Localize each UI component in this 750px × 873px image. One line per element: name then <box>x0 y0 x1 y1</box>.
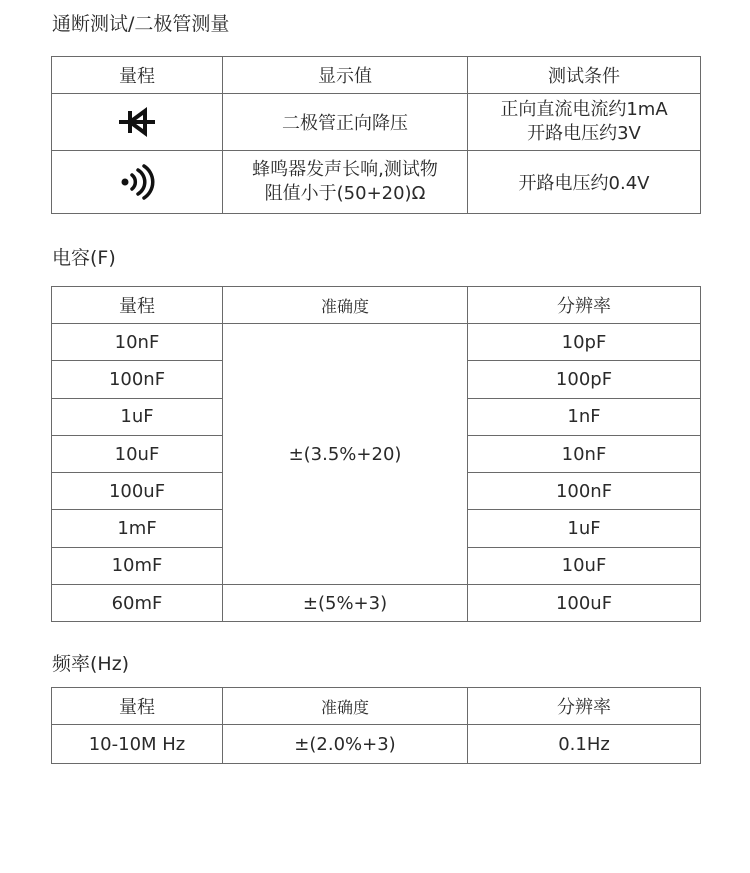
section-title-continuity: 通断测试/二极管测量 <box>52 13 230 35</box>
accuracy-cell: ±(5%+3) <box>223 585 468 622</box>
continuity-diode-table <box>51 56 701 214</box>
resolution-cell: 100uF <box>468 585 701 622</box>
display-line: 蜂鸣器发声长响,测试物 <box>252 159 438 180</box>
table-row <box>52 94 701 151</box>
table-row <box>52 324 701 361</box>
header-accuracy: 准确度 <box>223 688 468 725</box>
resolution-cell: 100pF <box>468 361 701 398</box>
accuracy-cell: ±(3.5%+20) <box>223 324 468 585</box>
header-accuracy: 准确度 <box>223 287 468 324</box>
header-resolution: 分辨率 <box>468 688 701 725</box>
diode-icon <box>117 105 157 139</box>
buzzer-sound-icon <box>117 163 157 201</box>
resolution-cell: 100nF <box>468 473 701 510</box>
resolution-cell: 10pF <box>468 324 701 361</box>
range-cell: 100nF <box>52 361 223 398</box>
range-cell: 10mF <box>52 547 223 584</box>
header-range: 量程 <box>52 57 223 94</box>
table-header-row <box>52 57 701 94</box>
display-line: 阻值小于(50+20)Ω <box>264 183 426 204</box>
section-title-frequency: 频率(Hz) <box>52 653 130 675</box>
capacitance-table <box>51 286 701 622</box>
table-row <box>52 585 701 622</box>
buzzer-icon-cell <box>52 151 223 214</box>
frequency-table <box>51 687 701 764</box>
table-header-row <box>52 688 701 725</box>
table-header-row <box>52 287 701 324</box>
range-cell: 10uF <box>52 435 223 472</box>
resolution-cell: 10uF <box>468 547 701 584</box>
range-cell: 1mF <box>52 510 223 547</box>
resolution-cell: 1nF <box>468 398 701 435</box>
header-range: 量程 <box>52 688 223 725</box>
section-title-capacitance: 电容(F) <box>52 247 116 269</box>
range-cell: 100uF <box>52 473 223 510</box>
display-value-cell: 二极管正向降压 <box>223 94 468 151</box>
range-cell: 60mF <box>52 585 223 622</box>
header-display-value: 显示值 <box>223 57 468 94</box>
accuracy-cell: ±(2.0%+3) <box>223 725 468 764</box>
header-range: 量程 <box>52 287 223 324</box>
resolution-cell: 0.1Hz <box>468 725 701 764</box>
range-cell: 10nF <box>52 324 223 361</box>
range-cell: 10-10M Hz <box>52 725 223 764</box>
resolution-cell: 10nF <box>468 435 701 472</box>
range-cell: 1uF <box>52 398 223 435</box>
condition-line: 正向直流电流约1mA <box>500 99 668 120</box>
table-row <box>52 151 701 214</box>
display-value-cell <box>223 151 468 214</box>
condition-line: 开路电压约3V <box>527 123 641 144</box>
table-row <box>52 725 701 764</box>
test-condition-cell: 开路电压约0.4V <box>468 151 701 214</box>
header-test-condition: 测试条件 <box>468 57 701 94</box>
test-condition-cell <box>468 94 701 151</box>
resolution-cell: 1uF <box>468 510 701 547</box>
diode-icon-cell <box>52 94 223 151</box>
header-resolution: 分辨率 <box>468 287 701 324</box>
